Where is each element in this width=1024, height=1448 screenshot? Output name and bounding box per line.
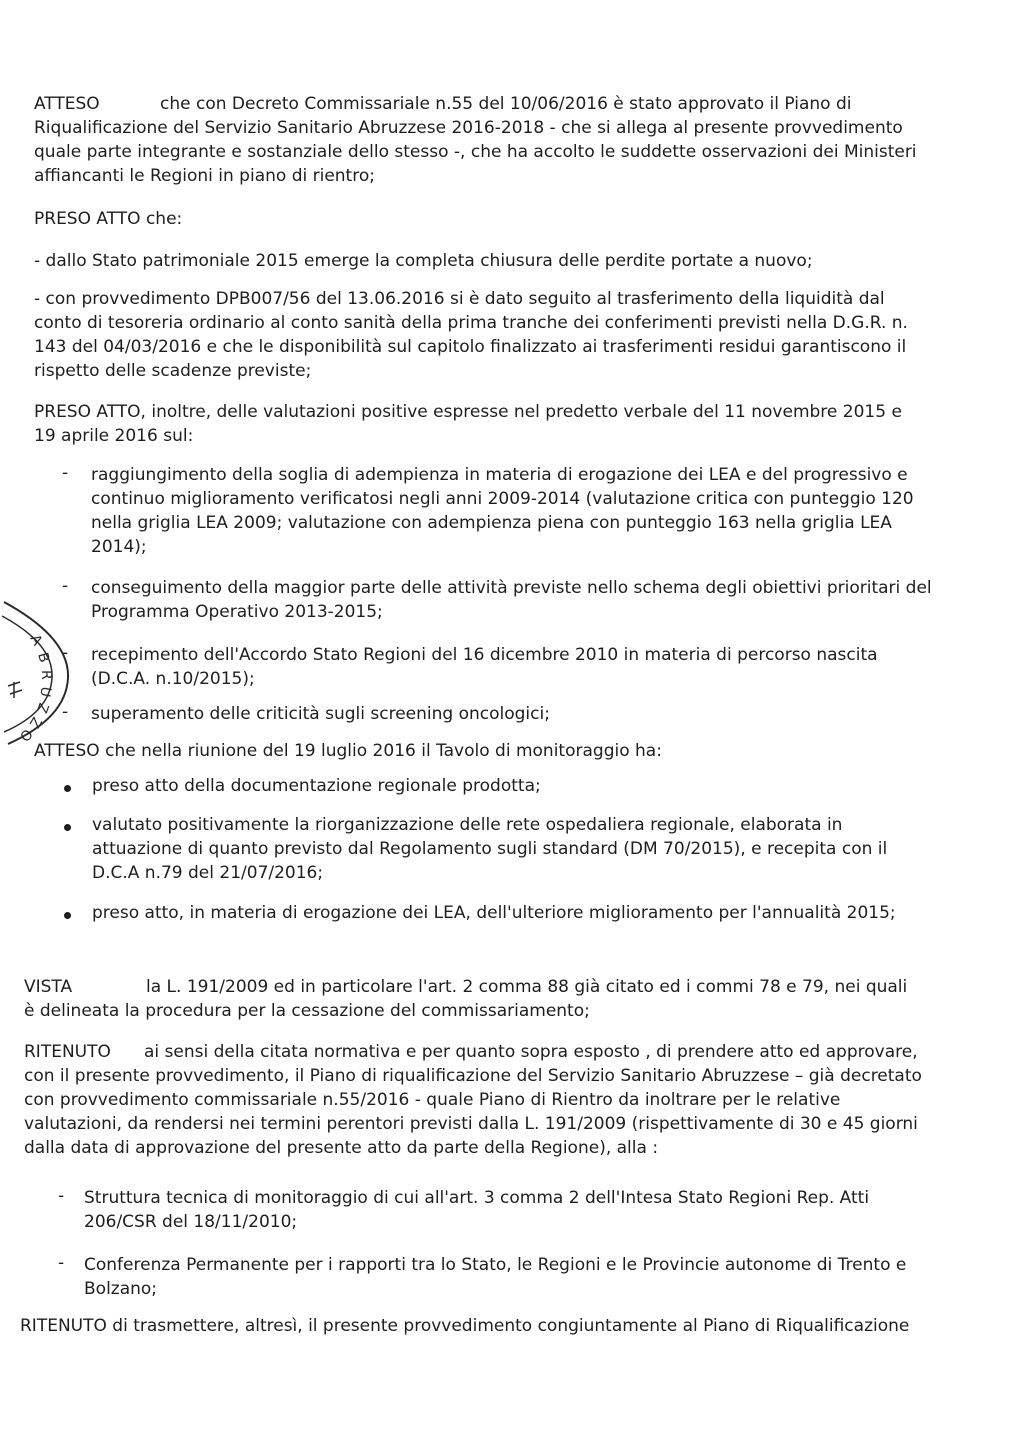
ritenuto-line: con provvedimento commissariale n.55/2016 - quale Piano di Rientro da inoltrare per le relative [24,1090,841,1110]
ritenuto-line: dalla data di approvazione del presente atto da parte della Regione), alla : [24,1138,659,1158]
list-item [91,702,550,726]
keyword-ritenuto: RITENUTO [24,1042,111,1062]
list-item-line: conseguimento della maggior parte delle attività previste nello schema degli obiettivi prioritari del [91,578,932,598]
dash-marker: - [62,643,69,663]
paragraph-atteso-riunione: ATTESO che nella riunione del 19 luglio 2016 il Tavolo di monitoraggio ha: [34,741,662,761]
list-item-line: preso atto della documentazione regionale prodotta; [92,776,541,796]
preso-atto-line: 19 aprile 2016 sul: [34,426,194,446]
list-item-line: Programma Operativo 2013-2015; [91,602,383,622]
dash-marker: - [58,1253,65,1273]
preso-atto-heading: PRESO ATTO che: [34,209,183,229]
stamp-letter-z2: Z [25,714,45,731]
paragraph-preso-atto-inoltre [34,400,902,448]
list-item-line: recepimento dell'Accordo Stato Regioni del 16 dicembre 2010 in materia di percorso nascita [91,645,878,665]
ritenuto-line: con il presente provvedimento, il Piano di riqualificazione del Servizio Sanitario Abruzzese – già decretato [24,1066,922,1086]
atteso-line: quale parte integrante e sostanziale dello stesso -, che ha accolto le suddette osservazioni dei Ministeri [34,142,917,162]
paragraph-provvedimento [34,287,908,383]
dash-marker: - [62,702,69,722]
list-item [91,576,932,624]
list-item-line: raggiungimento della soglia di adempienza in materia di erogazione dei LEA e del progressivo e [91,465,908,485]
stamp-letter-u: U [36,685,54,699]
list-item-line: Struttura tecnica di monitoraggio di cui all'art. 3 comma 2 dell'Intesa Stato Regioni Rep. Atti [84,1188,870,1208]
bullet-dot [64,824,71,831]
provvedimento-line: - con provvedimento DPB007/56 del 13.06.2016 si è dato seguito al trasferimento della liquidità dal [34,289,885,309]
provvedimento-line: conto di tesoreria ordinario al conto sanità della prima tranche dei conferimenti previsti nella D.G.R. n. [34,313,908,333]
list-item-line: superamento delle criticità sugli screening oncologici; [91,704,550,724]
atteso-line: Riqualificazione del Servizio Sanitario Abruzzese 2016-2018 - che si allega al presente provvedimento [34,118,903,138]
dash-marker: - [62,463,69,483]
list-item [91,463,914,559]
stamp-letter-o: O [15,725,36,745]
stamp-letter-a: A [26,632,46,649]
list-item-line: 2014); [91,537,147,557]
paragraph-atteso [34,92,934,188]
vista-first-line: la L. 191/2009 ed in particolare l'art. 2 comma 88 già citato ed i commi 78 e 79, nei quali [146,977,908,997]
list-item-line: Bolzano; [84,1279,158,1299]
paragraph-ritenuto [24,1040,922,1160]
atteso-first-line: che con Decreto Commissariale n.55 del 10/06/2016 è stato approvato il Piano di [160,94,852,114]
bullet-dot [64,912,71,919]
paragraph-stato-patrimoniale: - dallo Stato patrimoniale 2015 emerge la completa chiusura delle perdite portate a nuovo; [34,251,813,271]
list-item [92,901,896,925]
list-item-line: (D.C.A. n.10/2015); [91,669,255,689]
list-item [92,813,887,885]
stamp-seal [0,598,74,748]
stamp-letter-b: B [34,650,53,665]
stamp-letter-z: Z [32,700,52,716]
list-item [84,1253,906,1301]
provvedimento-line: 143 del 04/03/2016 e che le disponibilità sul capitolo finalizzato ai trasferimenti residui garantiscono il [34,337,907,357]
provvedimento-line: rispetto delle scadenze previste; [34,361,312,381]
list-item-line: continuo miglioramento verificatosi negli anni 2009-2014 (valutazione critica con punteggio 120 [91,489,914,509]
keyword-atteso: ATTESO [34,94,100,114]
list-item [91,643,878,691]
paragraph-vista [24,975,907,1023]
list-item-line: D.C.A n.79 del 21/07/2016; [92,863,324,883]
list-item [92,774,541,798]
vista-line: è delineata la procedura per la cessazione del commissariamento; [24,1001,590,1021]
atteso-line: affiancanti le Regioni in piano di rientro; [34,166,375,186]
dash-marker: - [62,576,69,596]
list-item-line: preso atto, in materia di erogazione dei LEA, dell'ulteriore miglioramento per l'annualità 2015; [92,903,896,923]
list-item-line: nella griglia LEA 2009; valutazione con adempienza piena con punteggio 163 nella griglia LEA [91,513,892,533]
list-item-line: Conferenza Permanente per i rapporti tra lo Stato, le Regioni e le Provincie autonome di Trento e [84,1255,907,1275]
ritenuto-first-line: ai sensi della citata normativa e per quanto sopra esposto , di prendere atto ed approvare, [144,1042,918,1062]
preso-atto-line: PRESO ATTO, inoltre, delle valutazioni positive espresse nel predetto verbale del 11 novembre 2015 e [34,402,902,422]
keyword-vista: VISTA [24,977,73,997]
dash-marker: - [58,1186,65,1206]
bullet-dot [64,785,71,792]
paragraph-ritenuto-trasmettere: RITENUTO di trasmettere, altresì, il presente provvedimento congiuntamente al Piano di Riqualificazione [20,1316,910,1336]
stamp-letter-r: R [38,670,54,680]
list-item [84,1186,869,1234]
list-item-line: valutato positivamente la riorganizzazione delle rete ospedaliera regionale, elaborata in [92,815,843,835]
list-item-line: 206/CSR del 18/11/2010; [84,1212,298,1232]
ritenuto-line: valutazioni, da rendersi nei termini perentori previsti dalla L. 191/2009 (rispettivamente di 30 e 45 giorni [24,1114,918,1134]
list-item-line: attuazione di quanto previsto dal Regolamento sugli standard (DM 70/2015), e recepita con il [92,839,888,859]
